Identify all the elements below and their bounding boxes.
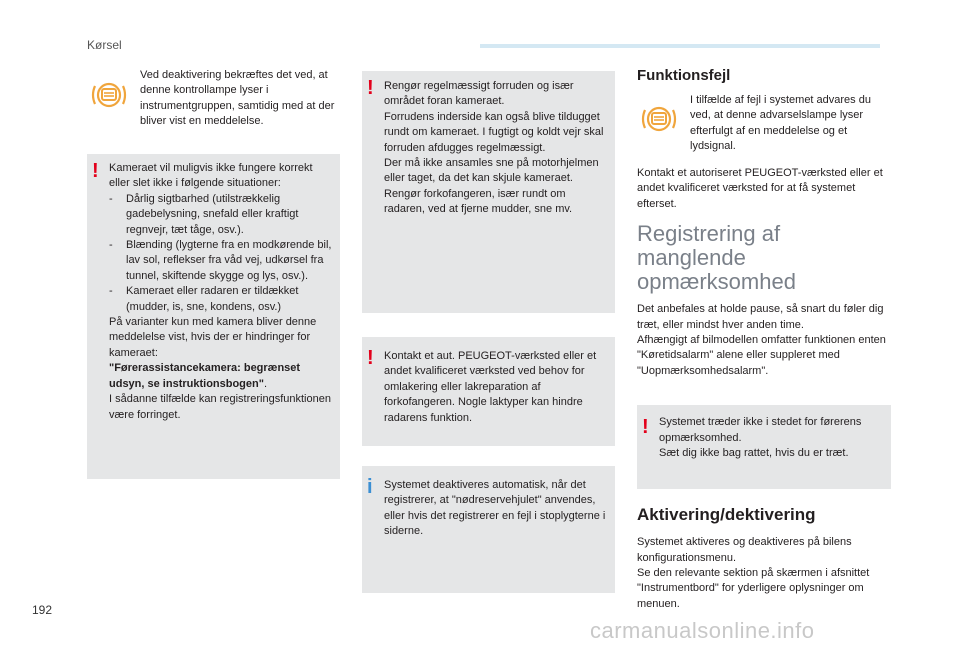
paragraph: Kontakt et aut. PEUGEOT-værksted eller et andet kvalificeret værksted ved behov for omlakering eller lakreparation af forkofangeren. Nogle laktyper kan hindre radarens funktion. bbox=[384, 350, 597, 424]
list-item: - Dårlig sigtbarhed (utilstrækkelig gadebelysning, snefald eller kraftigt regnvejr, tæt tåge, osv.). bbox=[109, 192, 299, 236]
paragraph: Det anbefales at holde pause, så snart du føler dig træt, eller mindst hver anden time. bbox=[637, 303, 884, 331]
header-bar bbox=[480, 44, 880, 48]
warning-bold: "Førerassistancekamera: begrænset udsyn, se instruktionsbogen" bbox=[109, 362, 301, 390]
paragraph: Der må ikke ansamles sne på motorhjelmen eller taget, da det kan skjule kameraet. bbox=[384, 157, 599, 185]
warning-box-attention bbox=[637, 405, 891, 489]
main-title bbox=[637, 222, 891, 294]
fault-title: Funktionsfejl bbox=[637, 67, 731, 84]
main-paragraph bbox=[637, 302, 891, 379]
section-header: Kørsel bbox=[87, 38, 122, 52]
paragraph: Afhængigt af bilmodellen omfatter funktionen enten "Køretidsalarm" alene eller suppleret med "Uopmærksomhedsalarm". bbox=[637, 334, 886, 377]
paragraph: Sæt dig ikke bag rattet, hvis du er træt. bbox=[659, 447, 849, 460]
main-title-line-1: Registrering af manglende bbox=[637, 221, 781, 271]
column-2 bbox=[362, 71, 615, 593]
info-icon: i bbox=[367, 476, 373, 498]
camera-lamp-icon bbox=[640, 104, 678, 139]
warning-end: I sådanne tilfælde kan registreringsfunktionen være forringet. bbox=[109, 393, 331, 421]
column-1 bbox=[87, 62, 340, 479]
activation-paragraph bbox=[637, 535, 891, 612]
paragraph: Rengør regelmæssigt forruden og især området foran kameraet. bbox=[384, 80, 574, 108]
fault-lamp-text: I tilfælde af fejl i systemet advares du ved, at denne advarselslampe lyser efterfulgt af en meddelelse og et lydsignal. bbox=[690, 94, 871, 153]
exclamation-icon: ! bbox=[92, 160, 99, 182]
paragraph: Systemet deaktiveres automatisk, når det registrerer, at "nødreservehjulet" anvendes, eller hvis det registrerer en fejl i stoplygterne i siderne. bbox=[384, 479, 606, 538]
list-item: - Blænding (lygterne fra en modkørende bil, lav sol, reflekser fra våd vej, udkørsel fra tunnel, skiftende skygge og lys, osv.). bbox=[109, 239, 332, 282]
warning-box-camera bbox=[87, 154, 340, 479]
paragraph: Forrudens inderside kan også blive tildugget rundt om kameraet. I fugtigt og koldt vejr skal forruden afdugges regelmæssigt. bbox=[384, 110, 604, 154]
exclamation-icon: ! bbox=[367, 77, 374, 99]
lamp-text: Ved deaktivering bekræftes det ved, at denne kontrollampe lyser i instrumentgruppen, samtidig med at der bliver vist en meddelelse. bbox=[140, 69, 335, 128]
activation-title: Aktivering/dektivering bbox=[637, 505, 816, 525]
paragraph: Se den relevante sektion på skærmen i afsnittet "Instrumentbord" for yderligere oplysninger om menuen. bbox=[637, 567, 870, 610]
list-item: - Kameraet eller radaren er tildækket (mudder, is, sne, kondens, osv.) bbox=[109, 285, 299, 313]
paragraph: Rengør forkofangeren, især rundt om radaren, ved at fjerne mudder, sne mv. bbox=[384, 187, 573, 216]
exclamation-icon: ! bbox=[367, 347, 374, 369]
warning-box-cleaning bbox=[362, 71, 615, 313]
warning-intro: Kameraet vil muligvis ikke fungere korrekt eller slet ikke i følgende situationer: bbox=[109, 162, 313, 190]
fault-lamp-note bbox=[637, 96, 891, 162]
column-3 bbox=[637, 62, 891, 612]
fault-contact: Kontakt et autoriseret PEUGEOT-værksted eller et andet kvalificeret værksted for at få systemet efterset. bbox=[637, 167, 883, 210]
warning-list bbox=[109, 192, 332, 315]
info-box-deactivation bbox=[362, 466, 615, 593]
warning-message: "Førerassistancekamera: begrænset udsyn, se instruktionsbogen". bbox=[109, 362, 301, 390]
page-number: 192 bbox=[32, 603, 53, 617]
paragraph: Systemet træder ikke i stedet for førerens opmærksomhed. bbox=[659, 416, 862, 444]
warning-para: På varianter kun med kamera bliver denne meddelelse vist, hvis der er hindringer for kameraet: bbox=[109, 316, 317, 359]
camera-lamp-icon bbox=[90, 80, 128, 115]
lamp-note bbox=[87, 62, 340, 132]
main-title-line-2: opmærksomhed bbox=[637, 269, 796, 295]
watermark: carmanualsonline.info bbox=[590, 618, 815, 643]
warning-box-bumper bbox=[362, 337, 615, 446]
exclamation-icon: ! bbox=[642, 416, 649, 439]
paragraph: Systemet aktiveres og deaktiveres på bilens konfigurationsmenu. bbox=[637, 536, 852, 564]
